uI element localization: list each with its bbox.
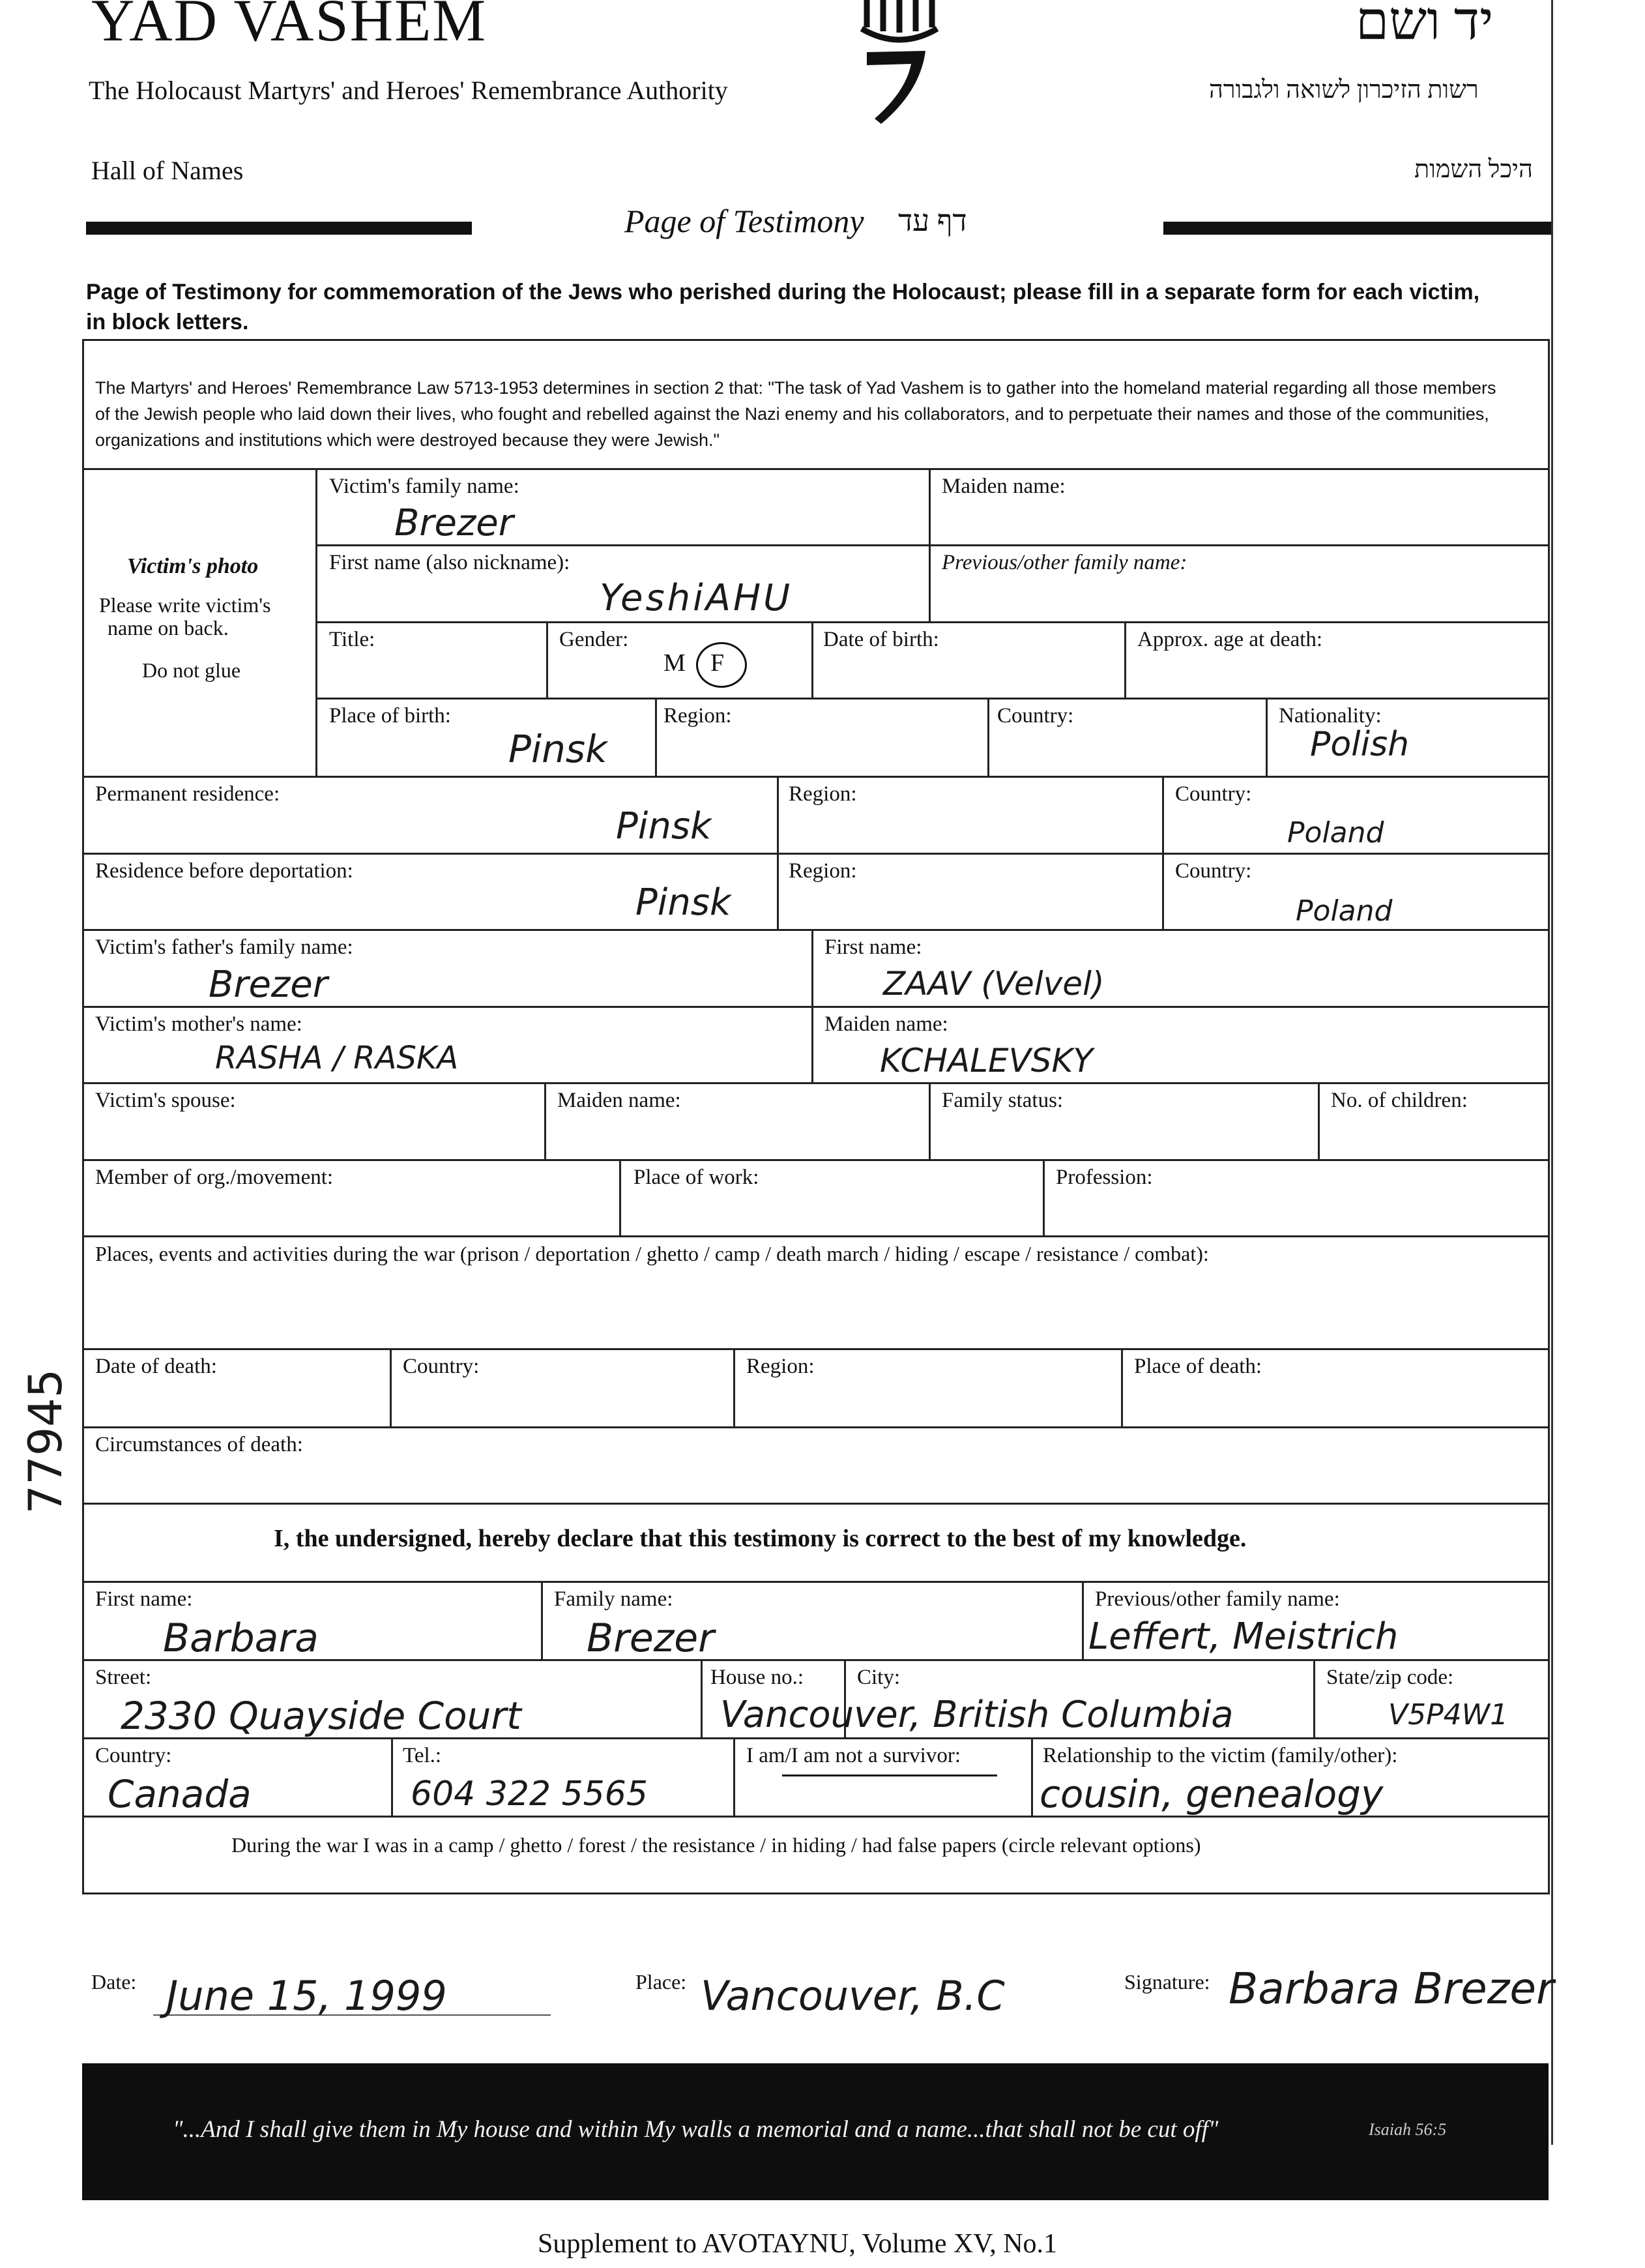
rule bbox=[733, 1348, 735, 1426]
rule bbox=[811, 929, 813, 1082]
label-spouse-maiden: Maiden name: bbox=[557, 1089, 681, 1112]
rule bbox=[82, 1503, 1549, 1505]
victim-res-before: Pinsk bbox=[635, 881, 731, 924]
mother-maiden-name: KCHALEVSKY bbox=[880, 1042, 1093, 1080]
label-mother-maiden: Maiden name: bbox=[824, 1012, 948, 1036]
victim-family-name: Brezer bbox=[394, 502, 514, 544]
rule bbox=[82, 1348, 1549, 1350]
org-name: YAD VASHEM bbox=[91, 0, 488, 53]
victim-nationality: Polish bbox=[1310, 725, 1410, 764]
label-children: No. of children: bbox=[1331, 1089, 1468, 1112]
rule bbox=[1162, 776, 1164, 929]
label-tel: Tel.: bbox=[403, 1744, 442, 1767]
rule bbox=[929, 468, 931, 621]
label-father-first: First name: bbox=[824, 935, 922, 959]
label-perm-res: Permanent residence: bbox=[95, 782, 280, 806]
label-death-country: Country: bbox=[403, 1355, 480, 1378]
submitter-zip: V5P4W1 bbox=[1388, 1698, 1509, 1731]
label-before-country: Country: bbox=[1175, 859, 1252, 883]
photo-line1: Please write victim's bbox=[99, 593, 271, 617]
label-perm-country: Country: bbox=[1175, 782, 1252, 806]
victim-pob: Pinsk bbox=[508, 727, 607, 771]
rule bbox=[315, 698, 1549, 700]
rule bbox=[1124, 621, 1126, 698]
rule bbox=[1031, 1737, 1033, 1816]
rule bbox=[82, 468, 1549, 470]
label-res-before: Residence before deportation: bbox=[95, 859, 353, 883]
label-mother-name: Victim's mother's name: bbox=[95, 1012, 302, 1036]
label-member-org: Member of org./movement: bbox=[95, 1166, 334, 1189]
label-house-no: House no.: bbox=[710, 1666, 804, 1689]
label-pob-country: Country: bbox=[997, 704, 1074, 728]
label-survivor: I am/I am not a survivor: bbox=[746, 1744, 961, 1767]
rule bbox=[777, 776, 779, 929]
label-sub-country: Country: bbox=[95, 1744, 172, 1767]
label-spouse: Victim's spouse: bbox=[95, 1089, 236, 1112]
label-sub-prev: Previous/other family name: bbox=[1095, 1587, 1340, 1611]
page-right-border bbox=[1551, 0, 1553, 2145]
label-place-work: Place of work: bbox=[633, 1166, 759, 1189]
hebrew-org-name: יד ושם bbox=[1356, 0, 1494, 51]
rule bbox=[315, 544, 1549, 546]
label-street: Street: bbox=[95, 1666, 152, 1689]
rule bbox=[1121, 1348, 1123, 1426]
label-sub-family: Family name: bbox=[554, 1587, 673, 1611]
main-form-box bbox=[82, 339, 1550, 1894]
title-bar-right bbox=[1163, 222, 1551, 235]
label-pob: Place of birth: bbox=[329, 704, 451, 728]
rule bbox=[82, 1426, 1549, 1428]
rule bbox=[82, 1581, 1549, 1583]
rule bbox=[655, 698, 657, 776]
rule bbox=[315, 468, 317, 776]
rule bbox=[82, 1235, 1549, 1237]
signature: Barbara Brezer bbox=[1229, 1964, 1554, 2014]
quote-text: "...And I shall give them in My house and within My walls a memorial and a name...that shall not be cut off" bbox=[173, 2116, 1219, 2143]
father-first-name: ZAAV (Velvel) bbox=[883, 965, 1105, 1003]
submitter-family-name: Brezer bbox=[587, 1615, 714, 1661]
during-war-text: During the war I was in a camp / ghetto / forest / the resistance / in hiding / had false papers (circle relevant options) bbox=[231, 1833, 1201, 1857]
rule bbox=[541, 1581, 543, 1659]
rule bbox=[544, 1082, 546, 1159]
margin-number: 77945 bbox=[19, 1368, 72, 1514]
sign-place: Vancouver, B.C bbox=[701, 1972, 1005, 2020]
rule bbox=[82, 1006, 1549, 1008]
photo-line3: Do not glue bbox=[142, 658, 241, 682]
label-prev-family: Previous/other family name: bbox=[942, 551, 1187, 574]
label-nationality: Nationality: bbox=[1279, 704, 1382, 728]
quote-citation: Isaiah 56:5 bbox=[1369, 2120, 1447, 2139]
declaration-text: I, the undersigned, hereby declare that this testimony is correct to the best of my knowledge. bbox=[274, 1525, 1247, 1552]
submitter-first-name: Barbara bbox=[163, 1615, 319, 1661]
label-pob-region: Region: bbox=[663, 704, 732, 728]
rule bbox=[546, 621, 548, 698]
rule bbox=[1082, 1581, 1084, 1659]
rule bbox=[391, 1737, 393, 1816]
label-dob: Date of birth: bbox=[823, 628, 939, 651]
photo-line2: name on back. bbox=[108, 616, 229, 640]
label-maiden-name: Maiden name: bbox=[942, 475, 1066, 498]
label-sub-first: First name: bbox=[95, 1587, 193, 1611]
label-profession: Profession: bbox=[1056, 1166, 1153, 1189]
submitter-street: 2330 Quayside Court bbox=[121, 1694, 521, 1738]
label-before-region: Region: bbox=[789, 859, 857, 883]
label-perm-region: Region: bbox=[789, 782, 857, 806]
victim-first-name: YeshiAHU bbox=[600, 577, 793, 619]
label-first-name: First name (also nickname): bbox=[329, 551, 570, 574]
label-city: City: bbox=[857, 1666, 901, 1689]
rule bbox=[1043, 1159, 1045, 1235]
title-bar-left bbox=[86, 222, 472, 235]
rule bbox=[619, 1159, 621, 1235]
label-death-region: Region: bbox=[746, 1355, 815, 1378]
label-places-events: Places, events and activities during the war (prison / deportation / ghetto / camp / death march / hiding / escape / resistance / combat): bbox=[95, 1242, 1209, 1265]
hebrew-hall: היכל השמות bbox=[1414, 156, 1533, 183]
gender-f-option: F bbox=[710, 649, 725, 677]
form-title: Page of Testimony bbox=[624, 203, 864, 239]
label-date-death: Date of death: bbox=[95, 1355, 217, 1378]
submitter-tel: 604 322 5565 bbox=[411, 1775, 648, 1814]
hall-of-names: Hall of Names bbox=[91, 156, 244, 185]
rule bbox=[82, 776, 1549, 778]
rule bbox=[811, 621, 813, 698]
label-signature: Signature: bbox=[1124, 1970, 1210, 1994]
label-place: Place: bbox=[635, 1970, 687, 1994]
rule bbox=[315, 621, 1549, 623]
submitter-country: Canada bbox=[108, 1772, 252, 1816]
rule bbox=[733, 1737, 735, 1816]
rule bbox=[82, 1082, 1549, 1084]
label-age: Approx. age at death: bbox=[1137, 628, 1323, 651]
label-circumstances: Circumstances of death: bbox=[95, 1433, 303, 1456]
instruction-text: Page of Testimony for commemoration of the Jews who perished during the Holocaust; please fill in a separate form for each victim, in block letters. bbox=[86, 280, 1480, 334]
mother-name: RASHA / RASKA bbox=[215, 1040, 459, 1076]
label-family-name: Victim's family name: bbox=[329, 475, 519, 498]
label-place-death: Place of death: bbox=[1134, 1355, 1262, 1378]
rule bbox=[1313, 1659, 1315, 1737]
photo-title: Victim's photo bbox=[127, 554, 259, 578]
label-relationship: Relationship to the victim (family/other): bbox=[1043, 1744, 1398, 1767]
authority-name: The Holocaust Martyrs' and Heroes' Remembrance Authority bbox=[89, 76, 728, 105]
rule bbox=[701, 1659, 703, 1737]
rule bbox=[929, 1082, 931, 1159]
hebrew-authority: רשות הזיכרון לשואה ולגבורה bbox=[1209, 76, 1479, 104]
supplement-text: Supplement to AVOTAYNU, Volume XV, No.1 bbox=[538, 2229, 1058, 2259]
victim-perm-country: Poland bbox=[1287, 816, 1384, 849]
victim-before-country: Poland bbox=[1296, 894, 1393, 928]
sign-date: June 15, 1999 bbox=[166, 1972, 447, 2020]
label-state-zip: State/zip code: bbox=[1326, 1666, 1454, 1689]
form-title-hebrew: דף עד bbox=[898, 204, 967, 237]
rule bbox=[987, 698, 989, 776]
rule bbox=[1318, 1082, 1320, 1159]
label-family-status: Family status: bbox=[942, 1089, 1064, 1112]
law-text: The Martyrs' and Heroes' Remembrance Law 5713-1953 determines in section 2 that: "The task of Yad Vashem is to gather into the homeland material regarding all those members of the Jewish people who laid down their lives, who fought and rebelled against the Nazi enemy and his collaborators, and to perpetuate their names and those of the communities, organizations and institutions which were destroyed because they were Jewish." bbox=[95, 378, 1496, 450]
label-title: Title: bbox=[329, 628, 375, 651]
rule bbox=[82, 1159, 1549, 1161]
label-date: Date: bbox=[91, 1970, 137, 1994]
submitter-city: Vancouver, British Columbia bbox=[720, 1694, 1234, 1736]
submitter-relationship: cousin, genealogy bbox=[1040, 1772, 1384, 1816]
father-family-name: Brezer bbox=[209, 964, 328, 1006]
yad-vashem-logo-icon bbox=[847, 0, 952, 130]
rule bbox=[82, 853, 1549, 855]
submitter-prev-name: Leffert, Meistrich bbox=[1088, 1615, 1399, 1658]
rule bbox=[1266, 698, 1268, 776]
rule bbox=[390, 1348, 392, 1426]
victim-perm-residence: Pinsk bbox=[616, 805, 712, 847]
survivor-underline bbox=[782, 1775, 997, 1776]
label-father-family: Victim's father's family name: bbox=[95, 935, 353, 959]
gender-m-option: M bbox=[663, 649, 686, 677]
label-gender: Gender: bbox=[559, 628, 629, 651]
rule bbox=[82, 929, 1549, 931]
